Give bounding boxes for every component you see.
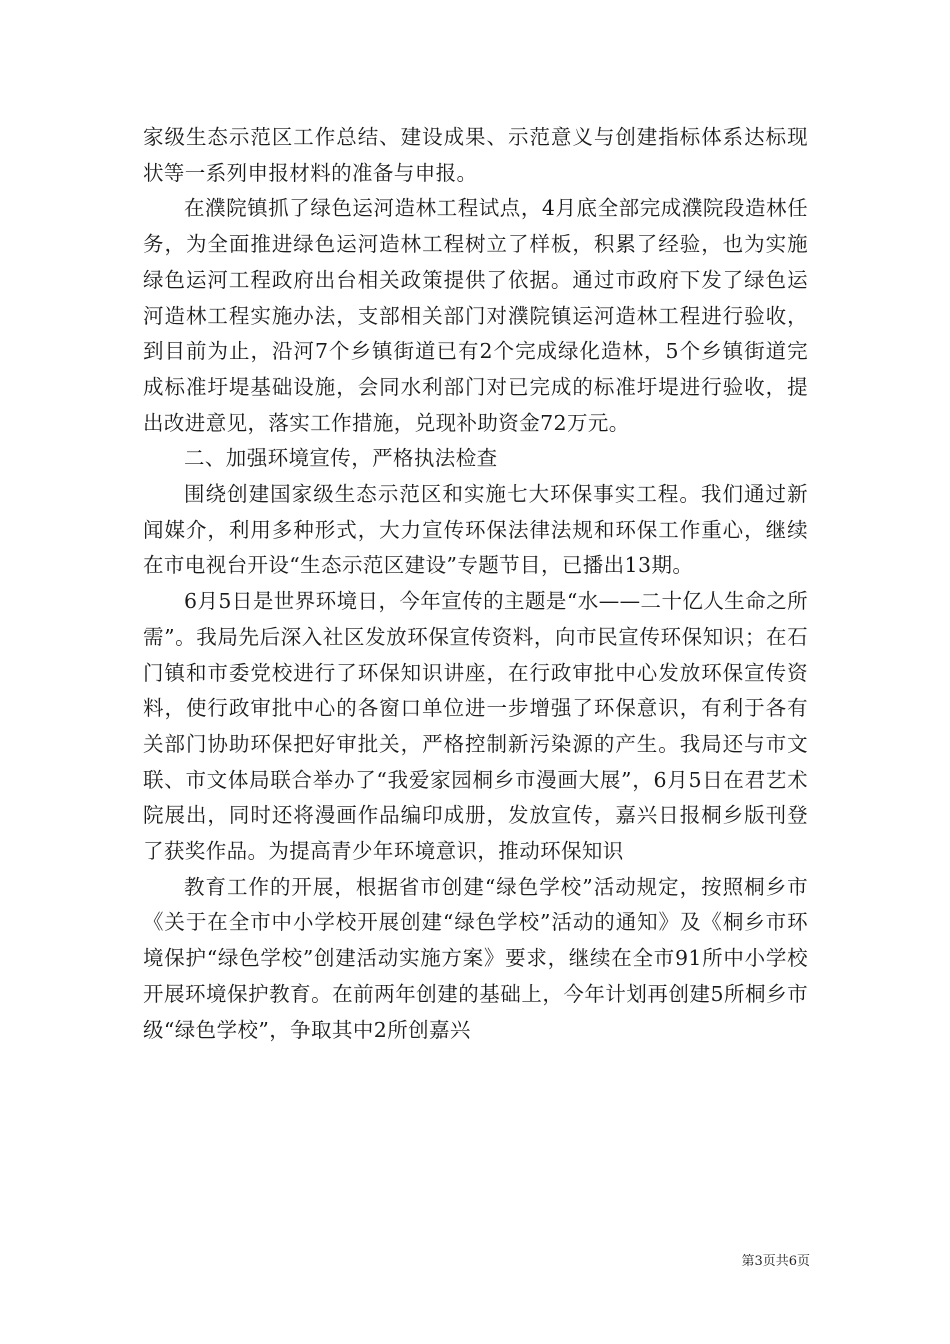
paragraph-environment-day: 6月5日是世界环境日，今年宣传的主题是“水——二十亿人生命之所需”。我局先后深入社区发放环保宣传资料，向市民宣传环保知识；在石门镇和市委党校进行了环保知识讲座，在行政审批中心发放环保宣传资料，使行政审批中心的各窗口单位进一步增强了环保意识，有利于各有关部门协助环保把好审批关，严格控制新污染源的产生。我局还与市文联、市文体局联合举办了“我爱家园桐乡市漫画大展”，6月5日在君艺术院展出，同时还将漫画作品编印成册，发放宣传，嘉兴日报桐乡版刊登了获奖作品。为提高青少年环境意识，推动环保知识 xyxy=(143,589,808,864)
page-number-footer: 第3页共6页 xyxy=(741,1254,810,1269)
paragraph-publicity: 围绕创建国家级生态示范区和实施七大环保事实工程。我们通过新闻媒介，利用多种形式，大力宣传环保法律法规和环保工作重心，继续在市电视台开设“生态示范区建设”专题节目，已播出13期。 xyxy=(143,482,808,578)
document-body xyxy=(143,120,808,1048)
section-heading: 二、加强环境宣传，严格执法检查 xyxy=(184,446,498,471)
paragraph-continuation: 家级生态示范区工作总结、建设成果、示范意义与创建指标体系达标现状等一系列申报材料的准备与申报。 xyxy=(143,125,808,185)
paragraph-canal-afforestation: 在濮院镇抓了绿色运河造林工程试点，4月底全部完成濮院段造林任务，为全面推进绿色运河造林工程树立了样板，积累了经验，也为实施绿色运河工程政府出台相关政策提供了依据。通过市政府下发了绿色运河造林工程实施办法，支部相关部门对濮院镇运河造林工程进行验收，到目前为止，沿河7个乡镇街道已有2个完成绿化造林，5个乡镇街道完成标准圩堤基础设施，会同水利部门对已完成的标准圩堤进行验收，提出改进意见，落实工作措施，兑现补助资金72万元。 xyxy=(143,196,808,435)
paragraph-green-schools: 教育工作的开展，根据省市创建“绿色学校”活动规定，按照桐乡市《关于在全市中小学校开展创建“绿色学校”活动的通知》及《桐乡市环境保护“绿色学校”创建活动实施方案》要求，继续在全市91所中小学校开展环境保护教育。在前两年创建的基础上，今年计划再创建5所桐乡市级“绿色学校”，争取其中2所创嘉兴 xyxy=(143,874,808,1042)
